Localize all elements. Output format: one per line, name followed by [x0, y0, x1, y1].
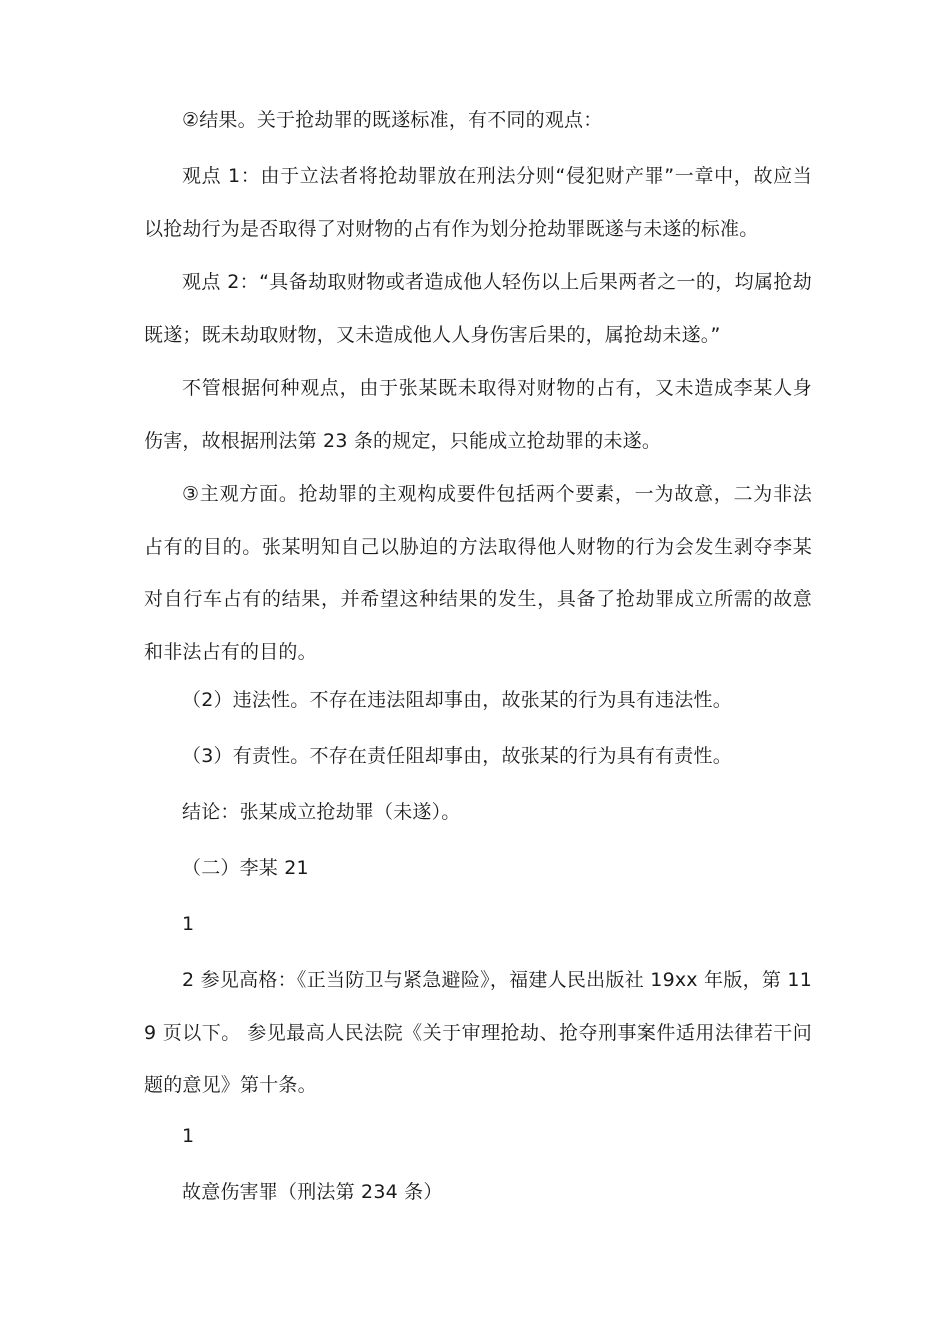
paragraph-culpability: （3）有责性。不存在责任阻却事由，故张某的行为具有有责性。	[182, 745, 732, 767]
paragraph-viewpoint-1: 观点 1：由于立法者将抢劫罪放在刑法分则“侵犯财产罪”一章中，故应当以抢劫行为是否取得了对财物的占有作为划分抢劫罪既遂与未遂的标准。	[144, 165, 812, 240]
paragraph-conclusion-attempt: 不管根据何种观点，由于张某既未取得对财物的占有，又未造成李某人身伤害，故根据刑法第 23 条的规定，只能成立抢劫罪的未遂。	[144, 377, 812, 452]
paragraph-footnote-references: 2 参见高格：《正当防卫与紧急避险》，福建人民出版社 19xx 年版，第 119 页以下。 参见最高人民法院《关于审理抢劫、抢夺刑事案件适用法律若干问题的意见》第十条。	[144, 969, 812, 1096]
footnote-marker: 1	[182, 913, 195, 935]
section-heading-li: （二）李某 21	[182, 857, 309, 879]
paragraph-viewpoint-2: 观点 2：“具备劫取财物或者造成他人轻伤以上后果两者之一的，均属抢劫既遂；既未劫取财物，又未造成他人人身伤害后果的，属抢劫未遂。”	[144, 271, 812, 346]
paragraph-subjective-aspect: ③主观方面。抢劫罪的主观构成要件包括两个要素，一为故意，二为非法占有的目的。张某明知自己以胁迫的方法取得他人财物的行为会发生剥夺李某对自行车占有的结果，并希望这种结果的发生，具备了抢劫罪成立所需的故意和非法占有的目的。	[144, 483, 812, 663]
paragraph-result-heading: ②结果。关于抢劫罪的既遂标准，有不同的观点：	[182, 109, 603, 131]
paragraph-illegality: （2）违法性。不存在违法阻却事由，故张某的行为具有违法性。	[182, 689, 732, 711]
footnote-marker: 1	[182, 1125, 195, 1147]
paragraph-conclusion: 结论：张某成立抢劫罪（未遂）。	[182, 801, 461, 823]
paragraph-intentional-injury: 故意伤害罪（刑法第 234 条）	[182, 1181, 443, 1203]
